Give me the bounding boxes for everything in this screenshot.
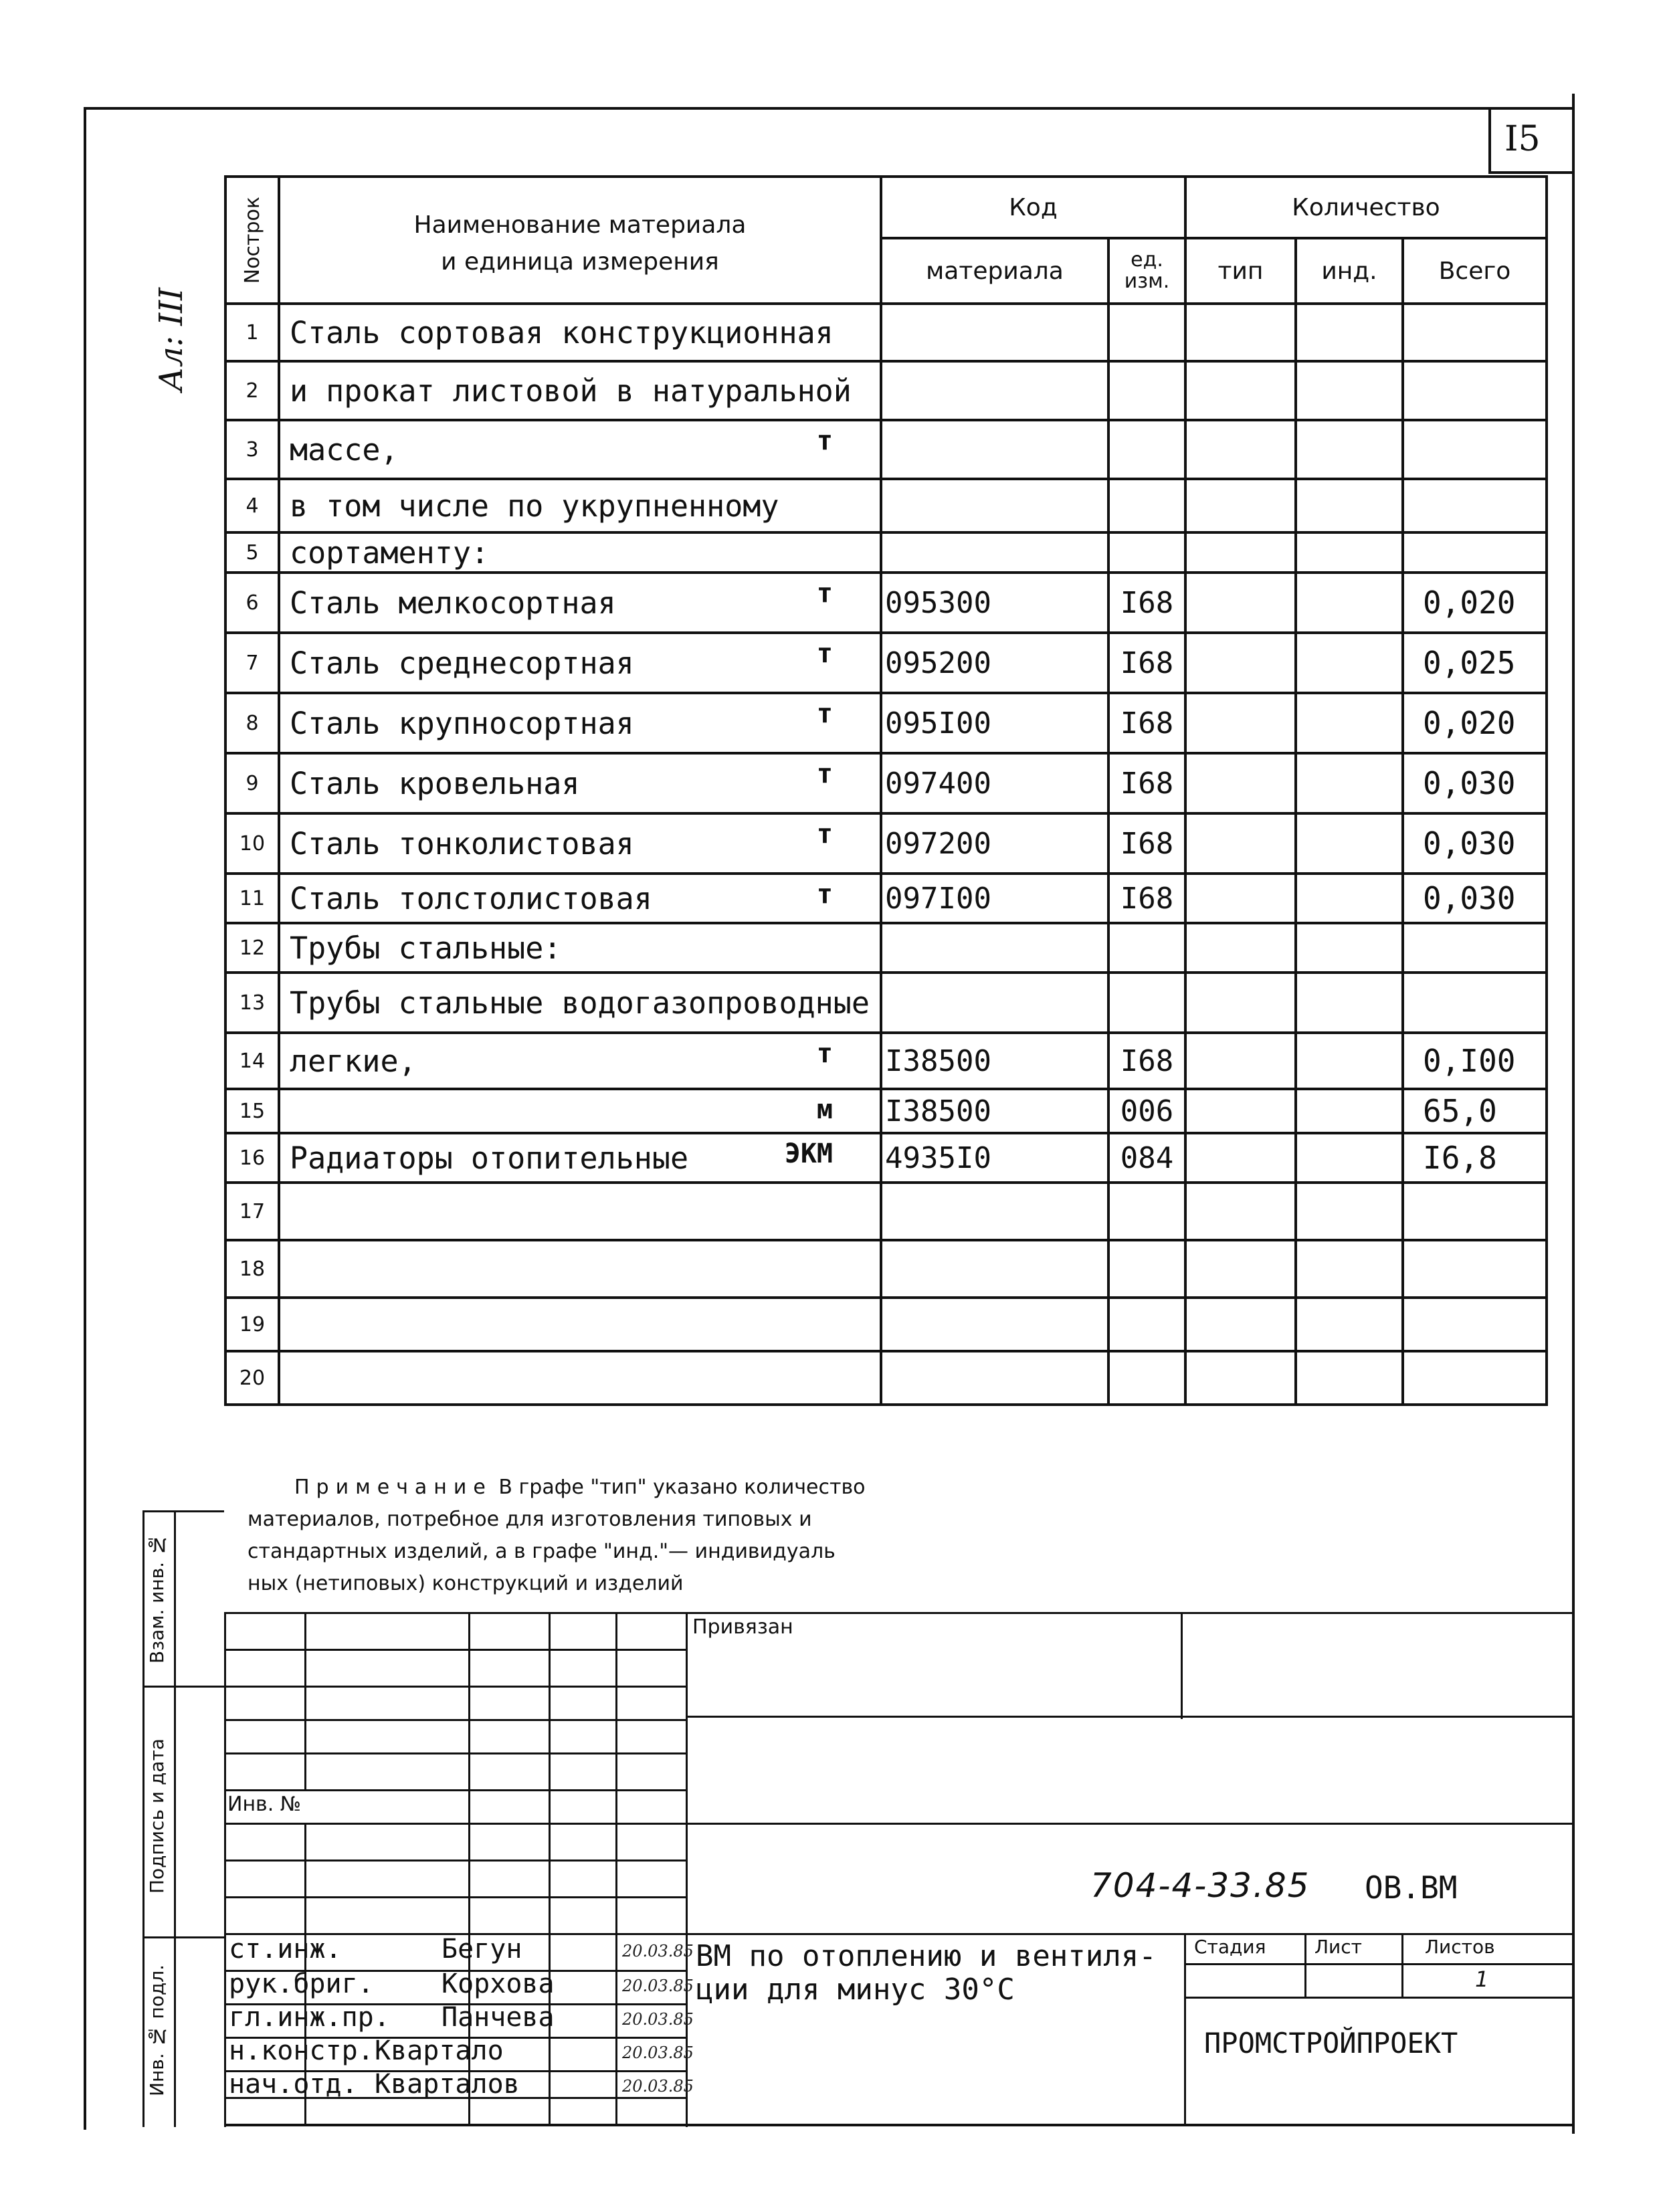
qty-ind	[1296, 304, 1403, 361]
privyazan-label: Привязан	[692, 1615, 793, 1639]
material-name-text: Сталь сортовая конструкционная	[290, 314, 834, 350]
table-row	[225, 1183, 1547, 1240]
unit-code: I68	[1108, 693, 1185, 753]
unit-code	[1108, 923, 1185, 973]
qty-total	[1403, 304, 1547, 361]
material-name-text: Трубы стальные водогазопроводные	[290, 985, 870, 1021]
material-name-text: Сталь тонколистовая	[290, 825, 634, 862]
material-name	[279, 1351, 881, 1405]
table-row	[225, 923, 1547, 973]
note-line-4: ных (нетиповых) конструкций и изделий	[248, 1572, 684, 1595]
material-code: 095300	[881, 573, 1108, 633]
signatory-name: Квартало	[375, 2035, 504, 2066]
signatory-date: 20.03.85	[622, 2077, 694, 2096]
signatory-role: гл.инж.пр.	[229, 2002, 390, 2033]
row-number: 12	[225, 923, 279, 973]
unit-code	[1108, 1298, 1185, 1351]
material-name-text: массе,	[290, 431, 399, 468]
signatory-date: 20.03.85	[622, 2010, 694, 2029]
unit-code	[1108, 304, 1185, 361]
material-code: 095I00	[881, 693, 1108, 753]
qty-ind	[1296, 532, 1403, 573]
signatory-role: н.констр.	[229, 2035, 374, 2066]
note-line-2: материалов, потребное для изготовления типовых и	[248, 1508, 812, 1531]
material-name-text: Сталь толстолистовая	[290, 880, 652, 916]
header-code: Код	[881, 177, 1185, 238]
material-name-text: Сталь крупносортная	[290, 705, 634, 741]
table-row	[225, 1298, 1547, 1351]
qty-ind	[1296, 420, 1403, 479]
qty-ind	[1296, 1033, 1403, 1089]
qty-ind	[1296, 361, 1403, 420]
row-number: 10	[225, 813, 279, 874]
qty-ind	[1296, 633, 1403, 693]
doc-title: ВМ по отоплению и вентиля- ции для минус 30°С	[696, 1939, 1157, 2007]
unit-code	[1108, 973, 1185, 1033]
table-row	[225, 479, 1547, 532]
qty-ind	[1296, 923, 1403, 973]
sheet-frame-right	[1572, 94, 1575, 2134]
material-name	[279, 874, 881, 923]
header-name: Наименование материала и единица измерения	[279, 177, 881, 304]
signatory-date: 20.03.85	[622, 2043, 694, 2062]
signatory-role: нач.отд.	[229, 2069, 358, 2100]
qty-total	[1403, 361, 1547, 420]
qty-total: 0,I00	[1403, 1033, 1547, 1089]
unit-code: I68	[1108, 1033, 1185, 1089]
header-ind: инд.	[1296, 238, 1403, 304]
qty-ind	[1296, 1240, 1403, 1298]
table-row	[225, 1089, 1547, 1133]
qty-type	[1185, 753, 1296, 813]
material-name	[279, 532, 881, 573]
table-row	[225, 813, 1547, 874]
qty-total	[1403, 532, 1547, 573]
qty-type	[1185, 1240, 1296, 1298]
row-number: 9	[225, 753, 279, 813]
qty-ind	[1296, 753, 1403, 813]
material-name-text: Трубы стальные:	[290, 930, 562, 966]
material-unit: т	[816, 698, 833, 729]
material-code	[881, 973, 1108, 1033]
material-code: I38500	[881, 1033, 1108, 1089]
qty-ind	[1296, 813, 1403, 874]
table-row	[225, 973, 1547, 1033]
material-code	[881, 361, 1108, 420]
sheets-label: Листов	[1425, 1936, 1495, 1958]
material-unit: т	[816, 578, 833, 609]
doc-code: 704-4-33.85	[1090, 1866, 1310, 1905]
unit-code: 006	[1108, 1089, 1185, 1133]
table-row	[225, 633, 1547, 693]
material-name-text: Сталь мелкосортная	[290, 585, 616, 621]
qty-type	[1185, 420, 1296, 479]
row-number: 6	[225, 573, 279, 633]
row-number: 20	[225, 1351, 279, 1405]
row-number: 13	[225, 973, 279, 1033]
row-number: 14	[225, 1033, 279, 1089]
qty-total	[1403, 420, 1547, 479]
row-number: 4	[225, 479, 279, 532]
material-name	[279, 1183, 881, 1240]
qty-total: 0,020	[1403, 693, 1547, 753]
unit-code	[1108, 532, 1185, 573]
qty-type	[1185, 1089, 1296, 1133]
qty-total	[1403, 1351, 1547, 1405]
material-name-text: Сталь среднесортная	[290, 645, 634, 681]
row-number: 15	[225, 1089, 279, 1133]
qty-type	[1185, 573, 1296, 633]
qty-type	[1185, 633, 1296, 693]
material-name-text: Радиаторы отопительные	[290, 1140, 689, 1176]
material-name	[279, 1033, 881, 1089]
table-row	[225, 693, 1547, 753]
table-row	[225, 304, 1547, 361]
material-name	[279, 420, 881, 479]
qty-ind	[1296, 573, 1403, 633]
unit-code	[1108, 1183, 1185, 1240]
qty-ind	[1296, 1298, 1403, 1351]
qty-type	[1185, 361, 1296, 420]
material-name-text: сортаменту:	[290, 534, 490, 571]
organization: ПРОМСТРОЙПРОЕКТ	[1204, 2027, 1458, 2059]
row-number: 7	[225, 633, 279, 693]
qty-total: 0,030	[1403, 813, 1547, 874]
qty-ind	[1296, 1133, 1403, 1183]
qty-type	[1185, 479, 1296, 532]
material-name	[279, 1240, 881, 1298]
vz-inv-label: Взам. инв. №	[146, 1534, 168, 1664]
material-code	[881, 420, 1108, 479]
materials-table	[224, 175, 1548, 1406]
row-number: 18	[225, 1240, 279, 1298]
material-code: 097400	[881, 753, 1108, 813]
signatory-date: 20.03.85	[622, 1942, 694, 1960]
table-row	[225, 361, 1547, 420]
unit-code	[1108, 1240, 1185, 1298]
qty-type	[1185, 813, 1296, 874]
material-name	[279, 973, 881, 1033]
qty-total: I6,8	[1403, 1133, 1547, 1183]
qty-type	[1185, 973, 1296, 1033]
header-row-no: Nострок	[225, 177, 279, 304]
doc-suffix: ОВ.ВМ	[1365, 1870, 1458, 1906]
qty-type	[1185, 532, 1296, 573]
qty-type	[1185, 1183, 1296, 1240]
qty-ind	[1296, 693, 1403, 753]
qty-ind	[1296, 1089, 1403, 1133]
note-line-1: В графе "тип" указано количество	[498, 1476, 866, 1499]
material-unit: т	[816, 819, 833, 849]
material-code	[881, 479, 1108, 532]
material-name	[279, 923, 881, 973]
material-unit: т	[816, 879, 833, 910]
table-row	[225, 1351, 1547, 1405]
qty-total	[1403, 1183, 1547, 1240]
signature-date-label: Подпись и дата	[146, 1738, 168, 1894]
qty-total: 65,0	[1403, 1089, 1547, 1133]
material-unit: ЭКМ	[784, 1138, 833, 1169]
qty-total: 0,020	[1403, 573, 1547, 633]
unit-code: I68	[1108, 633, 1185, 693]
material-name	[279, 361, 881, 420]
material-name	[279, 693, 881, 753]
qty-total	[1403, 1240, 1547, 1298]
note-label: Примечание	[294, 1476, 492, 1499]
unit-code	[1108, 420, 1185, 479]
material-name-text: легкие,	[290, 1043, 417, 1079]
table-row	[225, 1033, 1547, 1089]
row-number: 2	[225, 361, 279, 420]
material-name	[279, 813, 881, 874]
row-number: 17	[225, 1183, 279, 1240]
material-name	[279, 753, 881, 813]
material-unit: т	[816, 1038, 833, 1069]
row-number: 16	[225, 1133, 279, 1183]
material-name	[279, 1133, 881, 1183]
inv-no-label: Инв. №	[227, 1793, 302, 1816]
note-line-3: стандартных изделий, а в графе "инд."— индивидуаль	[248, 1540, 836, 1563]
material-name	[279, 573, 881, 633]
qty-type	[1185, 1133, 1296, 1183]
material-name-text: в том числе по укрупненному	[290, 488, 779, 524]
qty-ind	[1296, 479, 1403, 532]
row-number: 5	[225, 532, 279, 573]
unit-code: I68	[1108, 813, 1185, 874]
material-code: 097I00	[881, 874, 1108, 923]
qty-ind	[1296, 874, 1403, 923]
header-unit: ед. изм.	[1108, 238, 1185, 304]
sheets-value: 1	[1475, 1967, 1489, 1992]
qty-type	[1185, 923, 1296, 973]
qty-ind	[1296, 1351, 1403, 1405]
row-number: 1	[225, 304, 279, 361]
table-row	[225, 532, 1547, 573]
material-code	[881, 1298, 1108, 1351]
material-code	[881, 532, 1108, 573]
unit-code	[1108, 361, 1185, 420]
material-name-text: Сталь кровельная	[290, 765, 580, 801]
unit-code	[1108, 479, 1185, 532]
material-name	[279, 1298, 881, 1351]
material-unit: т	[816, 638, 833, 669]
qty-ind	[1296, 1183, 1403, 1240]
material-code: 095200	[881, 633, 1108, 693]
material-unit: т	[816, 425, 833, 456]
material-code	[881, 923, 1108, 973]
qty-type	[1185, 1351, 1296, 1405]
qty-total: 0,030	[1403, 753, 1547, 813]
material-code	[881, 1240, 1108, 1298]
qty-total	[1403, 1298, 1547, 1351]
stage-label: Стадия	[1194, 1936, 1266, 1958]
header-material: материала	[881, 238, 1108, 304]
qty-type	[1185, 693, 1296, 753]
header-total: Всего	[1403, 238, 1547, 304]
qty-type	[1185, 1033, 1296, 1089]
qty-type	[1185, 304, 1296, 361]
qty-total: 0,025	[1403, 633, 1547, 693]
signatory-role: рук.бриг.	[229, 1969, 374, 1999]
unit-code: 084	[1108, 1133, 1185, 1183]
sheet-label: Лист	[1314, 1936, 1362, 1958]
qty-ind	[1296, 973, 1403, 1033]
material-code: 4935I0	[881, 1133, 1108, 1183]
row-number: 3	[225, 420, 279, 479]
signatory-date: 20.03.85	[622, 1977, 694, 1995]
material-code: 097200	[881, 813, 1108, 874]
material-unit: м	[816, 1094, 833, 1125]
unit-code	[1108, 1351, 1185, 1405]
qty-type	[1185, 1298, 1296, 1351]
table-row	[225, 753, 1547, 813]
material-code	[881, 304, 1108, 361]
table-row	[225, 420, 1547, 479]
table-row	[225, 874, 1547, 923]
page-number: I5	[1488, 107, 1572, 174]
material-name	[279, 304, 881, 361]
material-name-text: и прокат листовой в натуральной	[290, 373, 852, 409]
unit-code: I68	[1108, 573, 1185, 633]
material-unit: т	[816, 759, 833, 789]
qty-type	[1185, 874, 1296, 923]
signatory-name: Корхова	[442, 1969, 555, 1999]
material-name	[279, 633, 881, 693]
qty-total	[1403, 479, 1547, 532]
unit-code: I68	[1108, 874, 1185, 923]
signatory-name: Панчева	[442, 2002, 555, 2033]
qty-total: 0,030	[1403, 874, 1547, 923]
table-row	[225, 1240, 1547, 1298]
row-number: 8	[225, 693, 279, 753]
side-mark: Ал: III	[153, 288, 190, 392]
qty-total	[1403, 923, 1547, 973]
material-name	[279, 1089, 881, 1133]
table-row	[225, 1133, 1547, 1183]
qty-total	[1403, 973, 1547, 1033]
header-type: тип	[1185, 238, 1296, 304]
unit-code: I68	[1108, 753, 1185, 813]
material-name	[279, 479, 881, 532]
table-row	[225, 573, 1547, 633]
header-quantity: Количество	[1185, 177, 1547, 238]
note	[248, 1472, 1318, 1600]
signatory-role: ст.инж.	[229, 1934, 342, 1965]
material-code	[881, 1351, 1108, 1405]
signatory-name: Кварталов	[375, 2069, 520, 2100]
inv-podl-label: Инв. № подл.	[146, 1964, 168, 2096]
material-code	[881, 1183, 1108, 1240]
row-number: 19	[225, 1298, 279, 1351]
signatory-name: Бегун	[442, 1934, 522, 1965]
row-number: 11	[225, 874, 279, 923]
material-code: I38500	[881, 1089, 1108, 1133]
